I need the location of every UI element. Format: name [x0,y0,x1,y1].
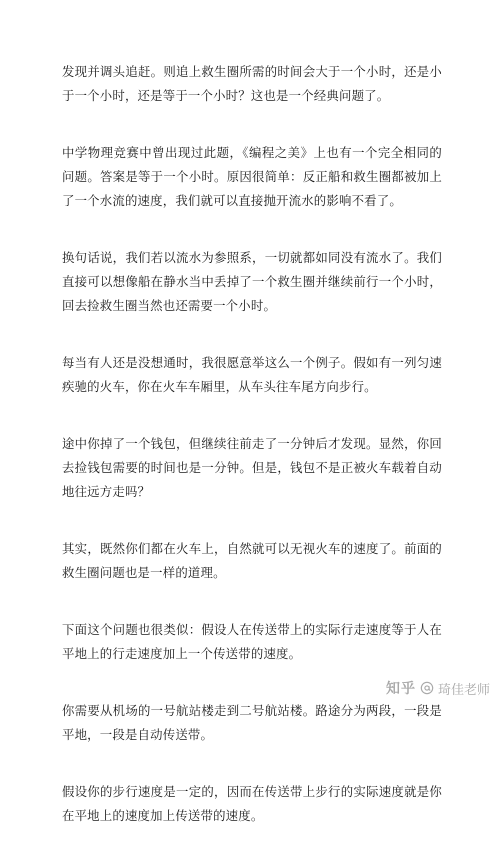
paragraph: 你需要从机场的一号航站楼走到二号航站楼。路途分为两段，一段是平地，一段是自动传送带。 [62,703,442,742]
zhihu-watermark [386,678,490,698]
watermark-author: 琦佳老师 [437,682,490,698]
paragraph: 换句话说，我们若以流水为参照系，一切就都如同没有流水了。我们直接可以想像船在静水当中丢掉了一个救生圈并继续前行一个小时，回去捡救生圈当然也还需要一个小时。 [62,250,442,313]
paragraph: 发现并调头追赶。则追上救生圈所需的时间会大于一个小时，还是小于一个小时，还是等于一个小时？这也是一个经典问题了。 [62,64,442,103]
paragraph: 中学物理竞赛中曾出现过此题，《编程之美》上也有一个完全相同的问题。答案是等于一个小时。原因很简单：反正船和救生圈都被加上了一个水流的速度，我们就可以直接抛开流水的影响不看了。 [62,145,442,208]
watermark-brand: 知乎 [385,681,416,697]
at-icon [420,681,434,695]
article-body [62,60,442,861]
paragraph: 下面这个问题也很类似：假设人在传送带上的实际行走速度等于人在平地上的行走速度加上一个传送带的速度。 [62,622,442,661]
paragraph: 假设你的步行速度是一定的，因而在传送带上步行的实际速度就是你在平地上的速度加上传送带的速度。 [62,784,442,823]
paragraph: 每当有人还是没想通时，我很愿意举这么一个例子。假如有一列匀速疾驰的火车，你在火车车厢里，从车头往车尾方向步行。 [62,355,442,394]
paragraph: 其实，既然你们都在火车上，自然就可以无视火车的速度了。前面的救生圈问题也是一样的道理。 [62,541,442,580]
paragraph: 途中你掉了一个钱包，但继续往前走了一分钟后才发现。显然，你回去捡钱包需要的时间也是一分钟。但是，钱包不是正被火车载着自动地往远方走吗？ [62,436,442,499]
